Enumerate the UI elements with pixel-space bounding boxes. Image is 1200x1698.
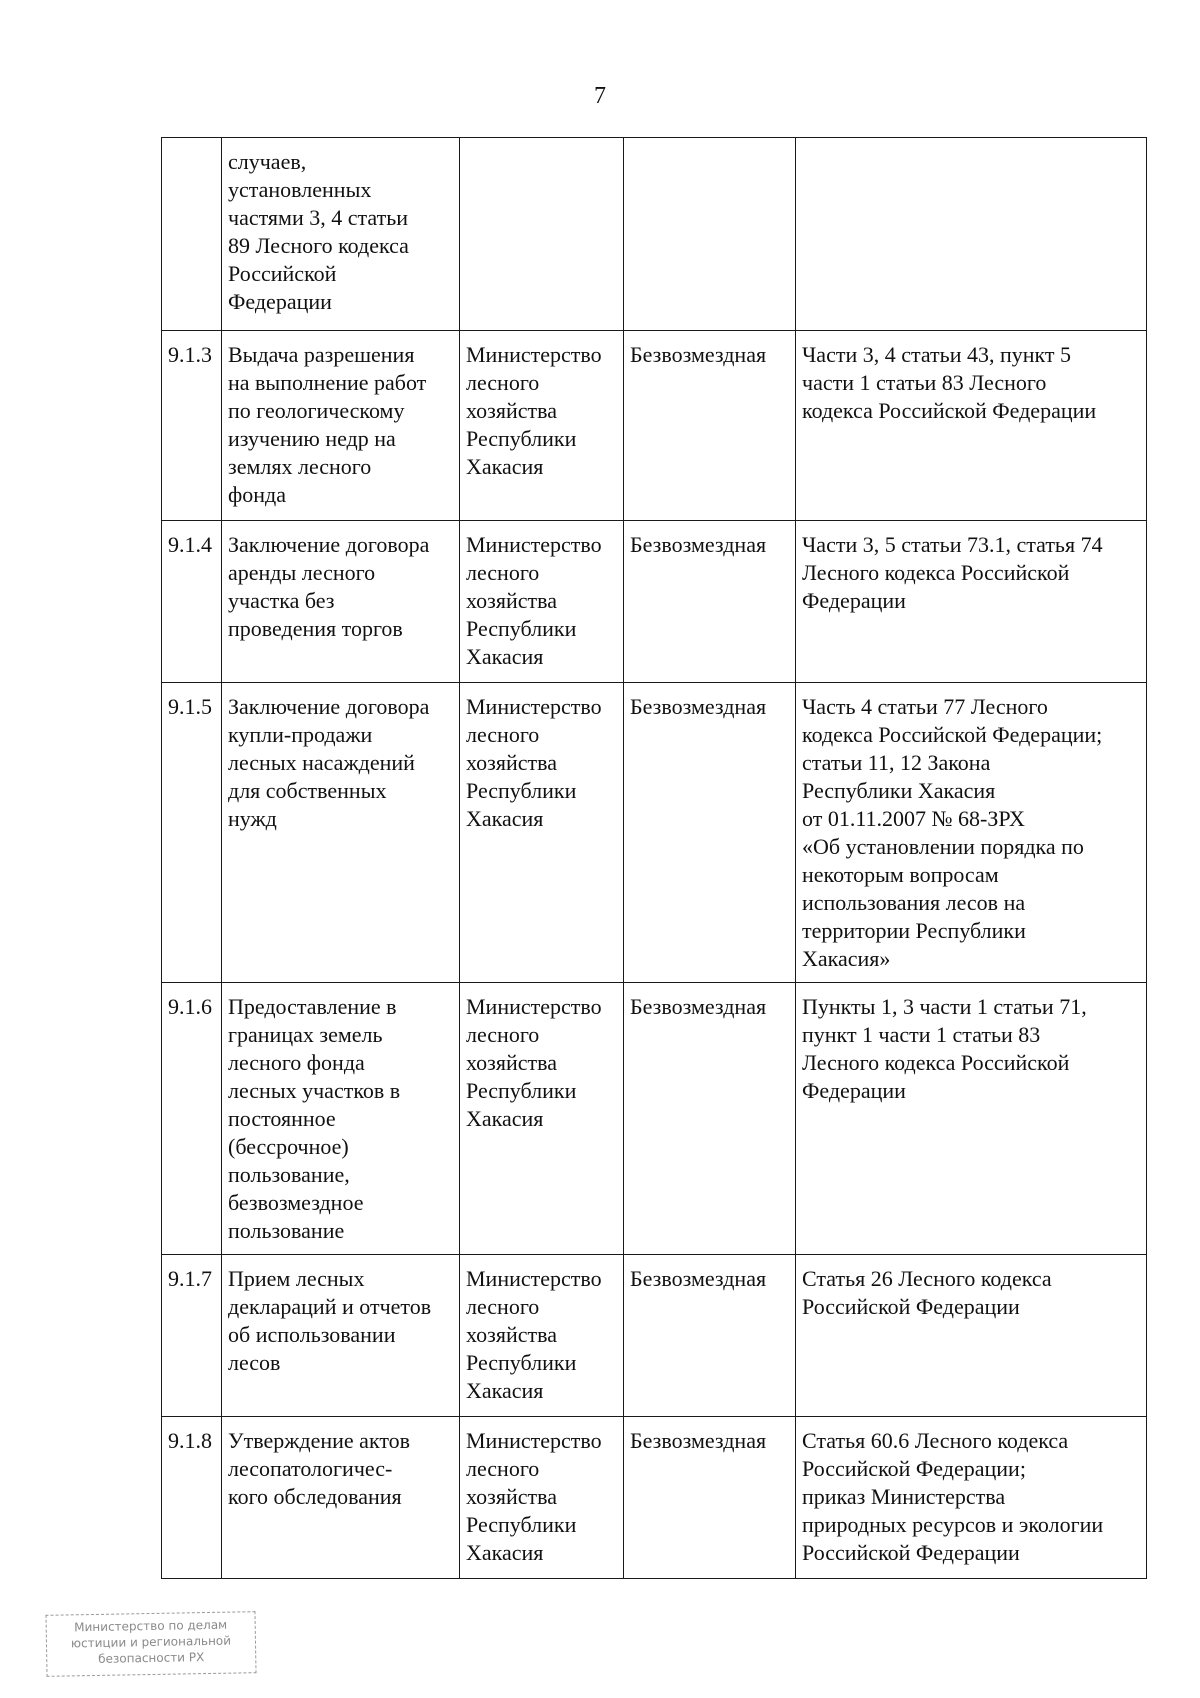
payment-type (624, 138, 796, 331)
row-number: 9.1.3 (162, 331, 222, 521)
legal-basis (796, 138, 1147, 331)
authority: Министерство лесного хозяйства Республики Хакасия (460, 331, 624, 521)
authority: Министерство лесного хозяйства Республики Хакасия (460, 1417, 624, 1579)
row-number: 9.1.6 (162, 983, 222, 1255)
service-name: Заключение договора купли-продажи лесных насаждений для собственных нужд (222, 683, 460, 983)
stamp-line: Министерство по делам (74, 1617, 228, 1635)
row-number: 9.1.7 (162, 1255, 222, 1417)
legal-basis: Части 3, 4 статьи 43, пункт 5 части 1 статьи 83 Лесного кодекса Российской Федерации (796, 331, 1147, 521)
table-row (162, 138, 1147, 331)
legal-basis: Статья 26 Лесного кодекса Российской Федерации (796, 1255, 1147, 1417)
stamp-line: безопасности РХ (98, 1650, 205, 1666)
page-number: 7 (594, 83, 606, 109)
authority: Министерство лесного хозяйства Республики Хакасия (460, 1255, 624, 1417)
legal-basis: Статья 60.6 Лесного кодекса Российской Федерации; приказ Министерства природных ресурсов и экологии Российской Федерации (796, 1417, 1147, 1579)
stamp-line: юстиции и региональной (70, 1633, 232, 1651)
payment-type: Безвозмездная (624, 1255, 796, 1417)
row-number: 9.1.8 (162, 1417, 222, 1579)
payment-type: Безвозмездная (624, 683, 796, 983)
table-row (162, 331, 1147, 521)
authority (460, 138, 624, 331)
row-number: 9.1.4 (162, 521, 222, 683)
table-row (162, 1255, 1147, 1417)
table-row (162, 521, 1147, 683)
authority: Министерство лесного хозяйства Республики Хакасия (460, 521, 624, 683)
service-name: Выдача разрешения на выполнение работ по геологическому изучению недр на землях лесного фонда (222, 331, 460, 521)
table-row (162, 1417, 1147, 1579)
row-number (162, 138, 222, 331)
table-row (162, 983, 1147, 1255)
service-name: Заключение договора аренды лесного участка без проведения торгов (222, 521, 460, 683)
service-name: Прием лесных деклараций и отчетов об использовании лесов (222, 1255, 460, 1417)
legal-basis: Пункты 1, 3 части 1 статьи 71, пункт 1 части 1 статьи 83 Лесного кодекса Российской Федерации (796, 983, 1147, 1255)
payment-type: Безвозмездная (624, 521, 796, 683)
legal-basis: Части 3, 5 статьи 73.1, статья 74 Лесного кодекса Российской Федерации (796, 521, 1147, 683)
services-table (161, 137, 1147, 1579)
payment-type: Безвозмездная (624, 983, 796, 1255)
table-row (162, 683, 1147, 983)
legal-basis: Часть 4 статьи 77 Лесного кодекса Российской Федерации; статьи 11, 12 Закона Республики Хакасия от 01.11.2007 № 68-ЗРХ «Об установлении порядка по некоторым вопросам использования лесов на территории Республики Хакасия» (796, 683, 1147, 983)
payment-type: Безвозмездная (624, 331, 796, 521)
row-number: 9.1.5 (162, 683, 222, 983)
service-name: Утверждение актов лесопатологичес- кого обследования (222, 1417, 460, 1579)
registration-stamp (45, 1611, 256, 1677)
payment-type: Безвозмездная (624, 1417, 796, 1579)
authority: Министерство лесного хозяйства Республики Хакасия (460, 683, 624, 983)
service-name: случаев, установленных частями 3, 4 статьи 89 Лесного кодекса Российской Федерации (222, 138, 460, 331)
service-name: Предоставление в границах земель лесного фонда лесных участков в постоянное (бессрочное) пользование, безвозмездное пользование (222, 983, 460, 1255)
authority: Министерство лесного хозяйства Республики Хакасия (460, 983, 624, 1255)
